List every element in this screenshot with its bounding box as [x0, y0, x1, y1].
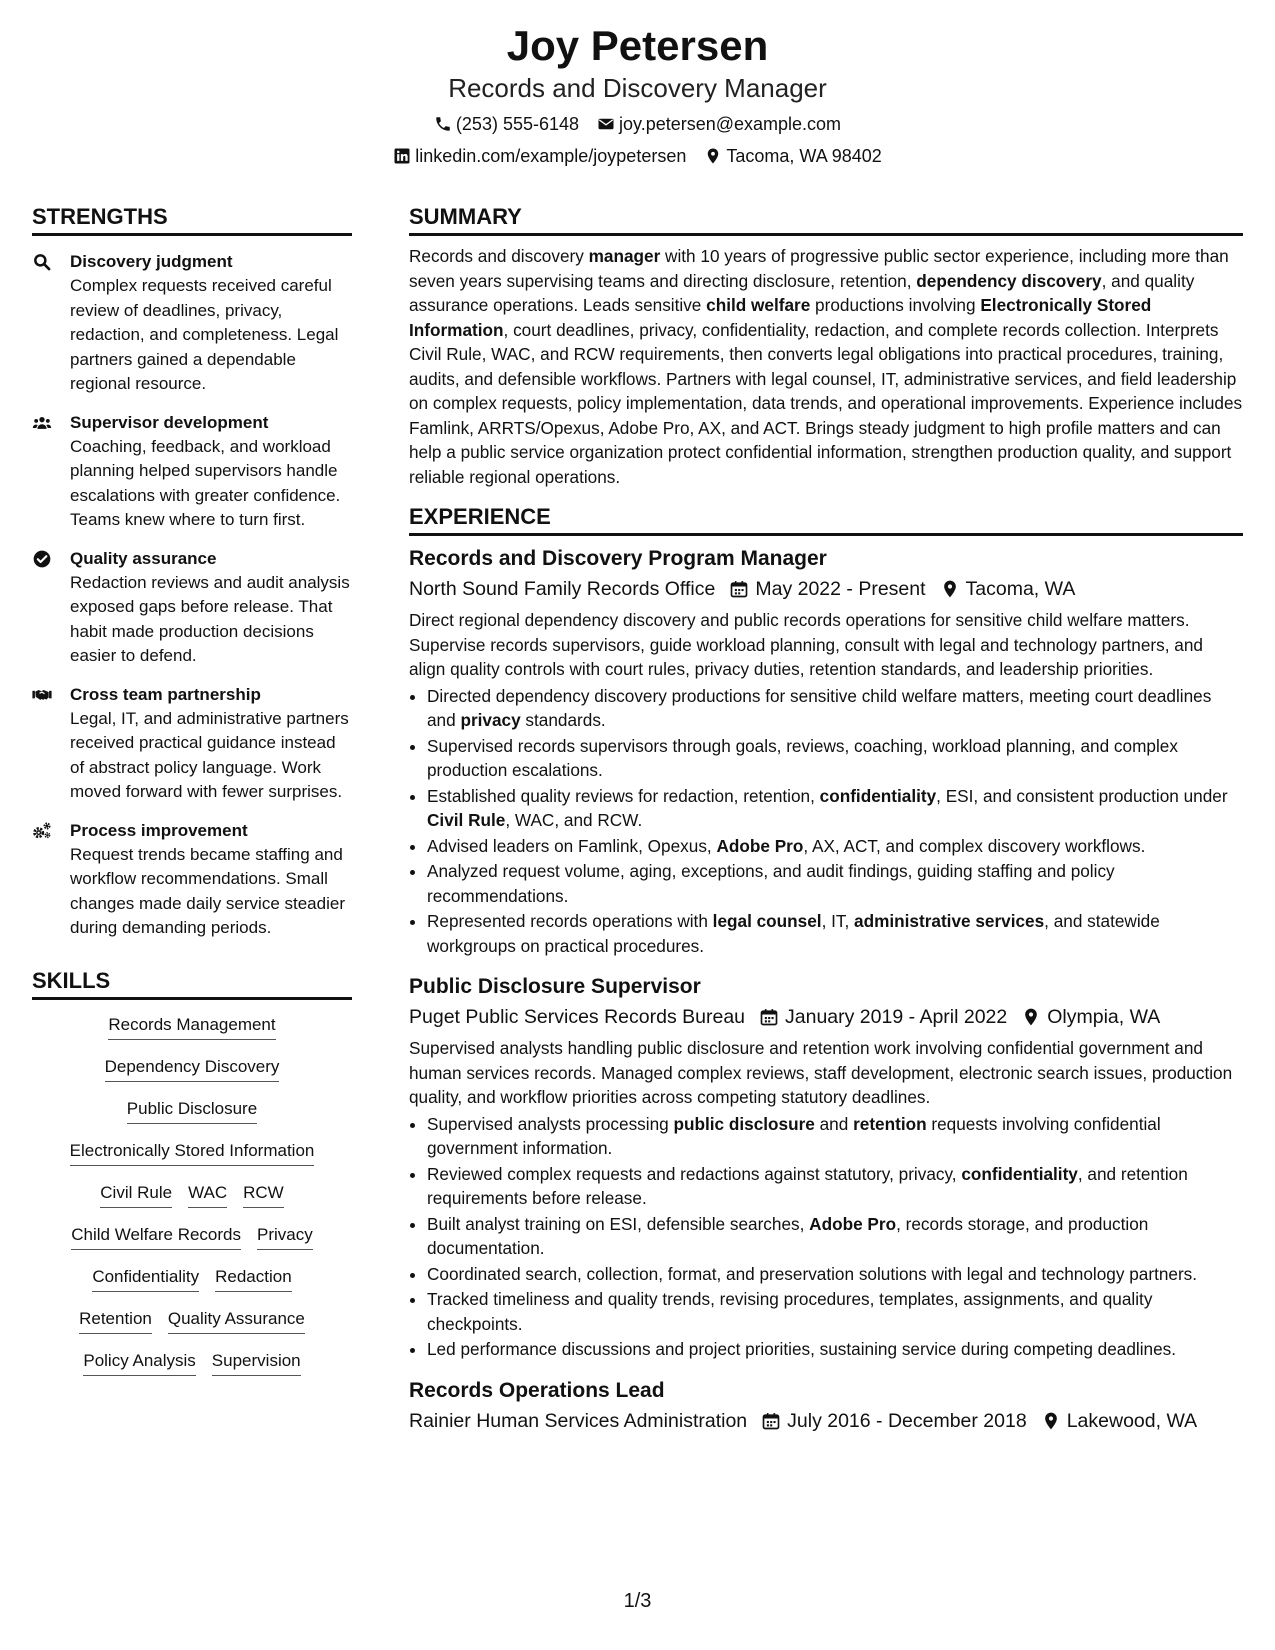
- job-dates: May 2022 - Present: [755, 578, 926, 600]
- strength-body: [70, 250, 352, 397]
- text-segment: , records storage, and production documentation.: [427, 1213, 1149, 1258]
- map-pin-icon: [1021, 1007, 1041, 1027]
- job-bullet: [427, 834, 1243, 859]
- job-bullet: [427, 859, 1243, 908]
- skill-row: [32, 1180, 352, 1208]
- left-column: [32, 203, 352, 1376]
- linkedin-icon: [393, 147, 411, 165]
- linkedin-contact[interactable]: [393, 144, 686, 168]
- summary-text: [409, 244, 1243, 489]
- strength-body: [70, 819, 352, 941]
- text-segment: and: [814, 1113, 854, 1134]
- job-description: Direct regional dependency discovery and public records operations for sensitive child welfare matters. Supervise records supervisors, guide workload planning, consult with legal and technology partners, and align quality controls with court rules, privacy duties, retention standards, and leadership priorities.: [409, 610, 1203, 679]
- job-title: Records and Discovery Program Manager: [409, 547, 827, 570]
- skill-row: [32, 1138, 352, 1166]
- text-segment: , IT,: [821, 911, 855, 931]
- skill-row: [32, 1096, 352, 1124]
- experience-list: [409, 544, 1243, 1436]
- text-segment: productions involving: [810, 295, 981, 315]
- job-organization: North Sound Family Records Office: [409, 578, 716, 600]
- text-segment: Represented records operations with: [427, 911, 713, 931]
- bold-text: dependency discovery: [916, 270, 1102, 291]
- strengths-list: [32, 250, 352, 941]
- phone-contact: [434, 112, 579, 136]
- bold-text: Civil Rule: [427, 810, 506, 830]
- job-bullet: [427, 1112, 1243, 1161]
- calendar-icon: [759, 1007, 779, 1027]
- text-segment: Established quality reviews for redaction, retention,: [427, 785, 820, 806]
- skill-row: [32, 1306, 352, 1334]
- job-organization: Puget Public Services Records Bureau: [409, 1006, 746, 1028]
- right-column: [409, 203, 1243, 1436]
- strength-body: [70, 411, 352, 533]
- candidate-title: Records and Discovery Manager: [448, 73, 827, 103]
- skill-row: [32, 1054, 352, 1082]
- job-meta: [409, 1002, 1243, 1032]
- text-segment: standards.: [520, 710, 606, 730]
- skill-tag: Child Welfare Records: [71, 1222, 241, 1250]
- strength-title: Process improvement: [70, 820, 248, 840]
- handshake-icon: [32, 683, 70, 805]
- strength-item: [32, 250, 352, 397]
- text-segment: Directed dependency discovery productions for sensitive child welfare matters, meeting court deadlines and: [427, 685, 1212, 730]
- job-bullet: [427, 1162, 1243, 1211]
- calendar-icon: [761, 1411, 781, 1431]
- text-segment: Supervised analysts processing: [427, 1113, 674, 1134]
- job-bullet: [427, 1212, 1243, 1261]
- skill-row: [32, 1348, 352, 1376]
- text-segment: , and retention requirements before release.: [427, 1163, 1188, 1208]
- strength-item: [32, 819, 352, 941]
- text-segment: Supervised records supervisors through goals, reviews, coaching, workload planning, and complex production escalations.: [427, 735, 1178, 780]
- job-entry: [409, 544, 1243, 958]
- bold-text: Electronically Stored Information: [409, 295, 1152, 340]
- resume-header: [0, 20, 1275, 168]
- strength-description: Legal, IT, and administrative partners received practical guidance instead of abstract policy language. Work moved forward with fewer surprises.: [70, 708, 349, 801]
- skill-row: [32, 1222, 352, 1250]
- skill-tag: Records Management: [108, 1012, 275, 1040]
- experience-heading: EXPERIENCE: [409, 503, 1243, 536]
- job-organization: Rainier Human Services Administration: [409, 1409, 748, 1432]
- strength-description: Request trends became staffing and workflow recommendations. Small changes made daily service steadier during demanding periods.: [70, 844, 345, 937]
- calendar-icon: [729, 579, 749, 599]
- bold-text: privacy: [460, 710, 521, 730]
- strength-item: [32, 547, 352, 669]
- bold-text: Adobe Pro: [716, 835, 804, 856]
- job-bullet: [427, 784, 1243, 833]
- text-segment: , ESI, and consistent production under: [936, 785, 1228, 806]
- skill-tag: Policy Analysis: [83, 1348, 195, 1376]
- text-segment: Analyzed request volume, aging, exceptions, and audit findings, guiding staffing and policy recommendations.: [427, 861, 1115, 906]
- map-pin-icon: [704, 147, 722, 165]
- job-bullet: [427, 734, 1243, 783]
- skill-tag: Dependency Discovery: [105, 1054, 280, 1082]
- skill-tag: Privacy: [257, 1222, 313, 1250]
- users-icon: [32, 411, 70, 533]
- skill-tag: Public Disclosure: [127, 1096, 257, 1124]
- text-segment: , WAC, and RCW.: [505, 810, 643, 830]
- bold-text: public disclosure: [673, 1113, 815, 1134]
- strength-title: Supervisor development: [70, 412, 269, 432]
- job-bullet: [427, 1287, 1243, 1336]
- job-bullets: [409, 684, 1243, 959]
- strength-title: Cross team partnership: [70, 684, 261, 704]
- strength-title: Quality assurance: [70, 548, 217, 568]
- job-title: Public Disclosure Supervisor: [409, 975, 701, 998]
- job-location: Lakewood, WA: [1066, 1409, 1198, 1432]
- text-segment: , and statewide workgroups on practical procedures.: [427, 911, 1160, 956]
- phone-text: (253) 555-6148: [455, 114, 580, 134]
- job-title: Records Operations Lead: [409, 1378, 665, 1402]
- skill-tag: Quality Assurance: [168, 1306, 305, 1334]
- envelope-icon: [597, 115, 615, 133]
- skill-tag: RCW: [243, 1180, 284, 1208]
- map-pin-icon: [940, 579, 960, 599]
- text-segment: , and quality assurance operations. Leads sensitive: [409, 270, 1195, 315]
- job-bullet: [427, 1337, 1243, 1362]
- text-segment: Reviewed complex requests and redactions against statutory, privacy,: [427, 1163, 962, 1184]
- text-segment: Built analyst training on ESI, defensible searches,: [427, 1213, 810, 1234]
- text-segment: requests involving confidential government information.: [427, 1113, 1161, 1158]
- text-segment: Advised leaders on Famlink, Opexus,: [427, 835, 717, 856]
- page-number: 1/3: [623, 1590, 652, 1612]
- job-bullet: [427, 684, 1243, 733]
- strength-description: Coaching, feedback, and workload planning helped supervisors handle escalations with greater confidence. Teams knew where to turn first.: [70, 436, 341, 529]
- job-dates: January 2019 - April 2022: [785, 1006, 1008, 1028]
- email-text[interactable]: joy.petersen@example.com: [619, 114, 842, 134]
- job-bullet: [427, 909, 1243, 958]
- text-segment: with 10 years of progressive public sector experience, including more than seven years supervising teams and directing disclosure, retention,: [409, 246, 1229, 291]
- job-dates: July 2016 - December 2018: [787, 1409, 1027, 1432]
- linkedin-text[interactable]: linkedin.com/example/joypetersen: [415, 146, 687, 166]
- gears-icon: [32, 819, 70, 941]
- skill-tag: Retention: [79, 1306, 152, 1334]
- job-entry: [409, 1376, 1243, 1436]
- strength-item: [32, 683, 352, 805]
- strength-body: [70, 547, 352, 669]
- job-bullets: [409, 1112, 1243, 1362]
- job-meta: [409, 574, 1243, 604]
- text-segment: Tracked timeliness and quality trends, revising procedures, templates, assignments, and quality checkpoints.: [427, 1289, 1153, 1334]
- location-contact: [704, 144, 881, 168]
- phone-icon: [434, 115, 452, 133]
- strength-description: Complex requests received careful review of deadlines, privacy, redaction, and completeness. Legal partners gained a dependable regional resource.: [70, 276, 339, 393]
- bold-text: administrative services: [854, 911, 1045, 931]
- skill-tag: Supervision: [212, 1348, 301, 1376]
- search-icon: [32, 250, 70, 397]
- text-segment: , AX, ACT, and complex discovery workflows.: [803, 835, 1146, 856]
- summary-heading: SUMMARY: [409, 203, 1243, 236]
- strength-title: Discovery judgment: [70, 252, 233, 271]
- skill-tag: Redaction: [215, 1264, 292, 1292]
- skill-row: [32, 1012, 352, 1040]
- map-pin-icon: [1041, 1411, 1061, 1431]
- bold-text: manager: [588, 246, 661, 266]
- bold-text: Adobe Pro: [809, 1213, 897, 1234]
- contact-row-2: [0, 144, 1275, 168]
- skill-row: [32, 1264, 352, 1292]
- job-location: Tacoma, WA: [965, 578, 1076, 600]
- job-location: Olympia, WA: [1047, 1006, 1161, 1028]
- text-segment: Led performance discussions and project priorities, sustaining service during competing deadlines.: [427, 1339, 1177, 1359]
- skill-tag: Electronically Stored Information: [70, 1138, 315, 1166]
- check-circle-icon: [32, 547, 70, 669]
- contact-row-1: [0, 112, 1275, 136]
- strength-description: Redaction reviews and audit analysis exposed gaps before release. That habit made production decisions easier to defend.: [70, 572, 350, 665]
- bold-text: child welfare: [706, 295, 811, 315]
- strengths-heading: STRENGTHS: [32, 203, 352, 236]
- skills-heading: SKILLS: [32, 967, 352, 1000]
- strength-item: [32, 411, 352, 533]
- bold-text: confidentiality: [819, 785, 937, 806]
- job-meta: [409, 1406, 1243, 1436]
- text-segment: Records and discovery: [409, 246, 589, 266]
- location-text: Tacoma, WA 98402: [726, 146, 882, 166]
- skills-list: [32, 1012, 352, 1376]
- text-segment: Coordinated search, collection, format, and preservation solutions with legal and technology partners.: [427, 1263, 1198, 1284]
- bold-text: confidentiality: [961, 1163, 1078, 1184]
- skill-tag: Civil Rule: [100, 1180, 172, 1208]
- skill-tag: Confidentiality: [92, 1264, 199, 1292]
- job-bullet: [427, 1262, 1243, 1287]
- job-entry: [409, 972, 1243, 1362]
- job-description: Supervised analysts handling public disclosure and retention work involving confidential government and human services records. Managed complex reviews, staff development, electronic search issues, production quality, and workflow priorities across competing statutory deadlines.: [409, 1038, 1233, 1107]
- email-contact[interactable]: [597, 112, 841, 136]
- skill-tag: WAC: [188, 1180, 227, 1208]
- bold-text: retention: [853, 1113, 927, 1134]
- bold-text: legal counsel: [712, 911, 822, 931]
- candidate-name: Joy Petersen: [506, 22, 769, 69]
- text-segment: , court deadlines, privacy, confidentiality, redaction, and complete records collection. Interprets Civil Rule, WAC, and RCW requirements, then converts legal obligations into practical procedures, training, audits, and defensible workflows. Partners with legal counsel, IT, administrative services, and field leadership on complex requests, policy implementation, data trends, and operational improvements. Experience includes Famlink, ARRTS/Opexus, Adobe Pro, AX, and ACT. Brings steady judgment to high profile matters and can help a public service organization protect confidential information, strengthen production quality, and support reliable regional operations.: [409, 319, 1243, 487]
- strength-body: [70, 683, 352, 805]
